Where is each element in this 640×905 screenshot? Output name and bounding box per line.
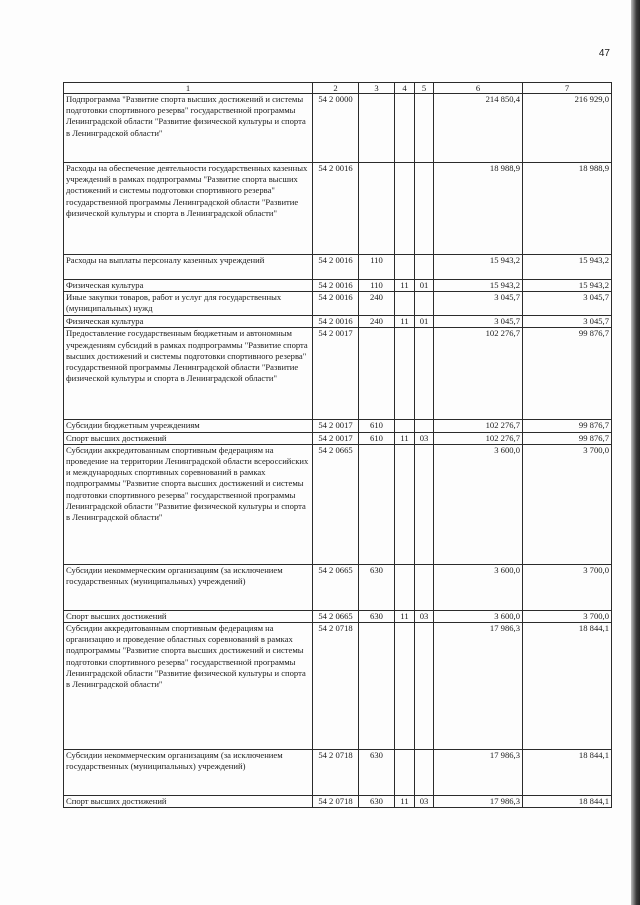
expense-type-cell: [359, 623, 395, 750]
row-name-cell: Субсидии аккредитованным спортивным федерациям на проведение на территории Ленинградской области всероссийских и международных спортивных соревнований в рамках подпрограммы "Развитие спорта высших достижений и системы подготовки спортивного резерва" государственной программы Ленинградской области "Развитие физической культуры и спорта в Ленинградской области": [64, 444, 313, 564]
amount-year2-cell: 3 700,0: [523, 444, 612, 564]
subsection-cell: [415, 750, 434, 796]
amount-year1-cell: 3 600,0: [434, 444, 523, 564]
amount-year2-cell: 18 988,9: [523, 163, 612, 255]
expense-type-cell: 610: [359, 432, 395, 444]
expense-type-cell: [359, 163, 395, 255]
table-row: [64, 610, 612, 622]
amount-year2-cell: 99 876,7: [523, 420, 612, 432]
amount-year1-cell: 3 600,0: [434, 610, 523, 622]
amount-year1-cell: 102 276,7: [434, 432, 523, 444]
subsection-cell: [415, 292, 434, 316]
target-article-cell: 54 2 0017: [313, 328, 359, 420]
header-cell: 2: [313, 83, 359, 94]
target-article-cell: 54 2 0017: [313, 432, 359, 444]
section-cell: 11: [395, 432, 415, 444]
expense-type-cell: 630: [359, 796, 395, 808]
amount-year1-cell: 102 276,7: [434, 420, 523, 432]
row-name-cell: Физическая культура: [64, 316, 313, 328]
expense-type-cell: 630: [359, 610, 395, 622]
target-article-cell: 54 2 0016: [313, 163, 359, 255]
section-cell: [395, 328, 415, 420]
header-cell: 7: [523, 83, 612, 94]
expense-type-cell: 630: [359, 564, 395, 610]
expense-type-cell: 610: [359, 420, 395, 432]
row-name-cell: Расходы на обеспечение деятельности государственных казенных учреждений в рамках подпрограммы "Развитие спорта высших достижений и системы подготовки спортивного резерва" государственной программы Ленинградской области "Развитие физической культуры и спорта в Ленинградской области": [64, 163, 313, 255]
section-cell: 11: [395, 280, 415, 292]
amount-year1-cell: 15 943,2: [434, 280, 523, 292]
section-cell: [395, 750, 415, 796]
amount-year2-cell: 3 045,7: [523, 292, 612, 316]
expense-type-cell: [359, 444, 395, 564]
row-name-cell: Спорт высших достижений: [64, 610, 313, 622]
header-cell: 5: [415, 83, 434, 94]
section-cell: [395, 623, 415, 750]
amount-year2-cell: 3 045,7: [523, 316, 612, 328]
amount-year1-cell: 15 943,2: [434, 255, 523, 280]
row-name-cell: Субсидии некоммерческим организациям (за исключением государственных (муниципальных) учреждений): [64, 564, 313, 610]
amount-year2-cell: 18 844,1: [523, 750, 612, 796]
target-article-cell: 54 2 0665: [313, 610, 359, 622]
expense-type-cell: 240: [359, 316, 395, 328]
amount-year2-cell: 216 929,0: [523, 94, 612, 163]
target-article-cell: 54 2 0665: [313, 444, 359, 564]
amount-year2-cell: 18 844,1: [523, 623, 612, 750]
subsection-cell: 03: [415, 610, 434, 622]
row-name-cell: Подпрограмма "Развитие спорта высших достижений и системы подготовки спортивного резерва" государственной программы Ленинградской области "Развитие физической культуры и спорта в Ленинградской области": [64, 94, 313, 163]
header-cell: 6: [434, 83, 523, 94]
expense-type-cell: [359, 94, 395, 163]
subsection-cell: [415, 94, 434, 163]
subsection-cell: [415, 328, 434, 420]
budget-table: [63, 82, 612, 808]
target-article-cell: 54 2 0017: [313, 420, 359, 432]
target-article-cell: 54 2 0000: [313, 94, 359, 163]
amount-year2-cell: 18 844,1: [523, 796, 612, 808]
table-row: [64, 328, 612, 420]
header-row: [64, 83, 612, 94]
amount-year1-cell: 214 850,4: [434, 94, 523, 163]
header-cell: 4: [395, 83, 415, 94]
row-name-cell: Субсидии бюджетным учреждениям: [64, 420, 313, 432]
row-name-cell: Иные закупки товаров, работ и услуг для государственных (муниципальных) нужд: [64, 292, 313, 316]
target-article-cell: 54 2 0665: [313, 564, 359, 610]
table-row: [64, 316, 612, 328]
table-row: [64, 280, 612, 292]
subsection-cell: 01: [415, 280, 434, 292]
row-name-cell: Физическая культура: [64, 280, 313, 292]
target-article-cell: 54 2 0016: [313, 280, 359, 292]
header-cell: 3: [359, 83, 395, 94]
section-cell: [395, 444, 415, 564]
amount-year1-cell: 3 045,7: [434, 292, 523, 316]
section-cell: [395, 564, 415, 610]
subsection-cell: 03: [415, 432, 434, 444]
target-article-cell: 54 2 0016: [313, 316, 359, 328]
header-cell: 1: [64, 83, 313, 94]
row-name-cell: Субсидии некоммерческим организациям (за исключением государственных (муниципальных) учреждений): [64, 750, 313, 796]
table-row: [64, 750, 612, 796]
expense-type-cell: 240: [359, 292, 395, 316]
table-row: [64, 163, 612, 255]
amount-year1-cell: 102 276,7: [434, 328, 523, 420]
subsection-cell: [415, 420, 434, 432]
table-row: [64, 94, 612, 163]
target-article-cell: 54 2 0016: [313, 255, 359, 280]
expense-type-cell: 110: [359, 280, 395, 292]
subsection-cell: [415, 163, 434, 255]
target-article-cell: 54 2 0016: [313, 292, 359, 316]
scan-edge-shadow: [631, 0, 640, 905]
page-number: 47: [598, 48, 610, 59]
row-name-cell: Спорт высших достижений: [64, 432, 313, 444]
amount-year1-cell: 3 045,7: [434, 316, 523, 328]
table-row: [64, 420, 612, 432]
section-cell: [395, 292, 415, 316]
amount-year1-cell: 3 600,0: [434, 564, 523, 610]
expense-type-cell: [359, 328, 395, 420]
expense-type-cell: 110: [359, 255, 395, 280]
table-row: [64, 444, 612, 564]
amount-year1-cell: 18 988,9: [434, 163, 523, 255]
amount-year2-cell: 3 700,0: [523, 564, 612, 610]
subsection-cell: [415, 444, 434, 564]
expense-type-cell: 630: [359, 750, 395, 796]
table-row: [64, 255, 612, 280]
target-article-cell: 54 2 0718: [313, 796, 359, 808]
subsection-cell: 03: [415, 796, 434, 808]
row-name-cell: Спорт высших достижений: [64, 796, 313, 808]
section-cell: 11: [395, 796, 415, 808]
amount-year1-cell: 17 986,3: [434, 750, 523, 796]
section-cell: 11: [395, 316, 415, 328]
table-row: [64, 796, 612, 808]
amount-year2-cell: 99 876,7: [523, 328, 612, 420]
amount-year1-cell: 17 986,3: [434, 796, 523, 808]
row-name-cell: Предоставление государственным бюджетным и автономным учреждениям субсидий в рамках подпрограммы "Развитие спорта высших достижений и системы подготовки спортивного резерва" государственной программы Ленинградской области "Развитие физической культуры и спорта в Ленинградской области": [64, 328, 313, 420]
target-article-cell: 54 2 0718: [313, 750, 359, 796]
amount-year2-cell: 15 943,2: [523, 280, 612, 292]
section-cell: [395, 94, 415, 163]
row-name-cell: Субсидии аккредитованным спортивным федерациям на организацию и проведение областных соревнований в рамках подпрограммы "Развитие спорта высших достижений и системы подготовки спортивного резерва" государственной программы Ленинградской области "Развитие физической культуры и спорта в Ленинградской области": [64, 623, 313, 750]
subsection-cell: 01: [415, 316, 434, 328]
amount-year2-cell: 99 876,7: [523, 432, 612, 444]
subsection-cell: [415, 255, 434, 280]
target-article-cell: 54 2 0718: [313, 623, 359, 750]
table-row: [64, 432, 612, 444]
table-row: [64, 564, 612, 610]
section-cell: 11: [395, 610, 415, 622]
section-cell: [395, 255, 415, 280]
section-cell: [395, 420, 415, 432]
amount-year1-cell: 17 986,3: [434, 623, 523, 750]
subsection-cell: [415, 564, 434, 610]
subsection-cell: [415, 623, 434, 750]
section-cell: [395, 163, 415, 255]
amount-year2-cell: 15 943,2: [523, 255, 612, 280]
amount-year2-cell: 3 700,0: [523, 610, 612, 622]
row-name-cell: Расходы на выплаты персоналу казенных учреждений: [64, 255, 313, 280]
table-row: [64, 292, 612, 316]
table-row: [64, 623, 612, 750]
